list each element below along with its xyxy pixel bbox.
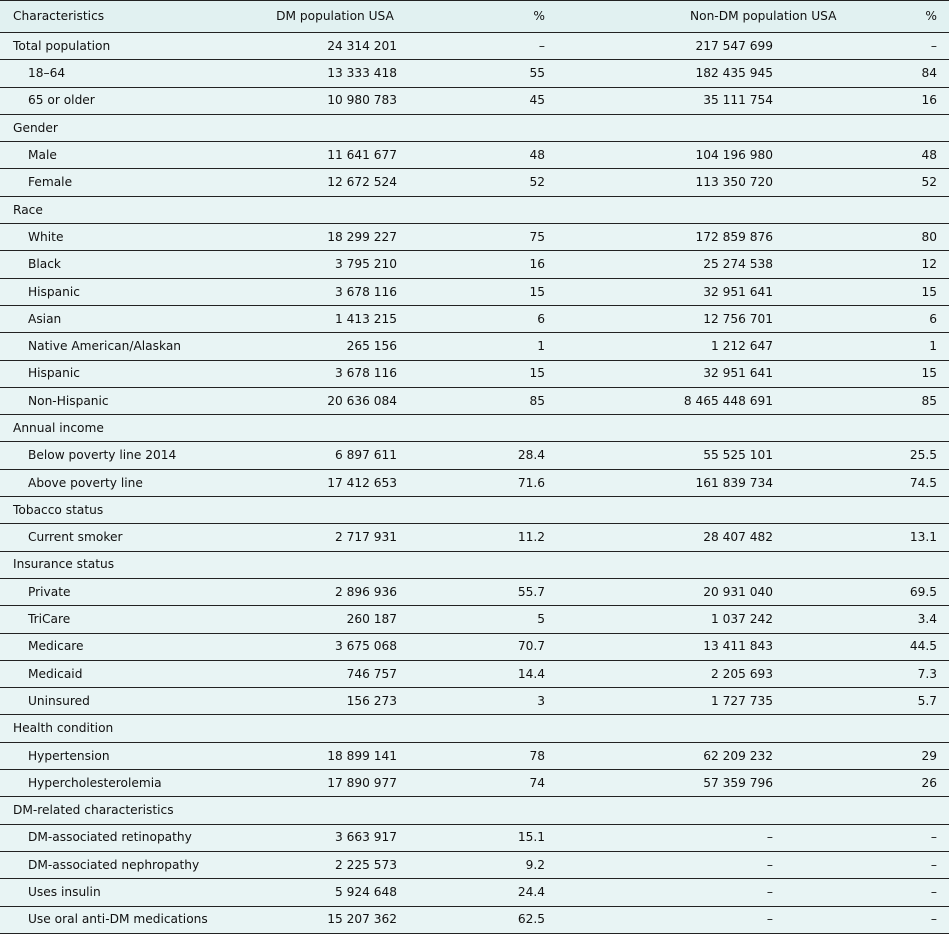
non-dm-percent-cell (780, 797, 949, 824)
row-label: Medicare (28, 639, 84, 654)
table-row (0, 906, 949, 933)
non-dm-percent-cell: 3.4 (917, 612, 937, 627)
row-label: Total population (13, 38, 111, 53)
non-dm-percent-cell: – (930, 885, 937, 900)
table-row (0, 169, 949, 196)
non-dm-population-cell: 217 547 699 (695, 38, 773, 53)
non-dm-population-cell: 8 465 448 691 (683, 393, 773, 408)
row-label: Uses insulin (28, 885, 101, 900)
row-label: Non-Hispanic (28, 393, 109, 408)
header-characteristics: Characteristics (13, 9, 105, 24)
table-row (0, 333, 949, 360)
dm-population-cell: 18 299 227 (327, 229, 397, 244)
dm-percent-cell: 55 (529, 66, 545, 81)
dm-percent-cell: 85 (529, 393, 545, 408)
table-row (0, 742, 949, 769)
row-label: Native American/Alaskan (28, 339, 182, 354)
table-row (0, 224, 949, 251)
non-dm-population-cell: – (766, 830, 773, 845)
non-dm-percent-cell: 80 (921, 229, 937, 244)
non-dm-percent-cell: 52 (921, 175, 937, 190)
non-dm-population-cell (550, 114, 780, 141)
table-row (0, 360, 949, 387)
table-row (0, 606, 949, 633)
header-dm-population: DM population USA (276, 9, 394, 24)
table-row (0, 60, 949, 87)
dm-population-cell: 3 663 917 (334, 830, 397, 845)
dm-population-cell: 3 678 116 (334, 366, 397, 381)
dm-percent-cell (410, 715, 550, 742)
dm-percent-cell (410, 797, 550, 824)
dm-percent-cell: 78 (529, 748, 545, 763)
dm-percent-cell: 74 (529, 775, 545, 790)
non-dm-population-cell: – (766, 885, 773, 900)
dm-percent-cell (410, 551, 550, 578)
non-dm-percent-cell (780, 114, 949, 141)
non-dm-population-cell: 1 037 242 (710, 612, 773, 627)
header-dm-percent: % (533, 9, 545, 24)
non-dm-percent-cell (780, 415, 949, 442)
table-row (0, 770, 949, 797)
row-label: White (28, 229, 64, 244)
dm-population-cell: 1 413 215 (334, 311, 397, 326)
dm-population-cell: 2 717 931 (334, 530, 397, 545)
table-row (0, 142, 949, 169)
dm-percent-cell: 5 (537, 612, 545, 627)
dm-population-cell: 17 412 653 (327, 475, 397, 490)
dm-population-cell: 2 896 936 (334, 584, 397, 599)
non-dm-percent-cell: 25.5 (909, 448, 937, 463)
non-dm-population-cell: 28 407 482 (703, 530, 773, 545)
dm-population-cell: 13 333 418 (327, 66, 397, 81)
row-label: Current smoker (28, 530, 123, 545)
non-dm-population-cell (550, 797, 780, 824)
non-dm-percent-cell: 13.1 (909, 530, 937, 545)
header-non-dm-percent: % (925, 9, 937, 24)
dm-percent-cell: 75 (529, 229, 545, 244)
non-dm-percent-cell: 84 (921, 66, 937, 81)
dm-population-cell: 5 924 648 (334, 885, 397, 900)
header-non-dm-population: Non-DM population USA (690, 9, 837, 24)
row-label: Uninsured (28, 693, 90, 708)
non-dm-percent-cell: 44.5 (909, 639, 937, 654)
row-label: DM-associated nephropathy (28, 857, 200, 872)
non-dm-percent-cell: 26 (921, 775, 937, 790)
section-row (0, 797, 949, 824)
table-row (0, 851, 949, 878)
row-label: Black (28, 257, 61, 272)
table-row (0, 824, 949, 851)
section-row (0, 715, 949, 742)
non-dm-percent-cell: 12 (921, 257, 937, 272)
non-dm-population-cell (550, 715, 780, 742)
non-dm-population-cell: 32 951 641 (703, 366, 773, 381)
dm-population-cell: 2 225 573 (334, 857, 397, 872)
dm-population-cell: 10 980 783 (327, 93, 397, 108)
non-dm-population-cell: 182 435 945 (695, 66, 773, 81)
dm-population-cell (240, 797, 410, 824)
row-label: Female (28, 175, 73, 190)
dm-population-cell: 746 757 (346, 666, 397, 681)
non-dm-population-cell: 1 727 735 (710, 693, 773, 708)
dm-population-cell: 260 187 (346, 612, 397, 627)
dm-percent-cell (410, 114, 550, 141)
dm-population-cell: 12 672 524 (327, 175, 397, 190)
non-dm-percent-cell (780, 551, 949, 578)
non-dm-percent-cell: 5.7 (917, 693, 937, 708)
dm-percent-cell (410, 415, 550, 442)
non-dm-population-cell: 172 859 876 (695, 229, 773, 244)
non-dm-population-cell (550, 497, 780, 524)
dm-population-cell: 156 273 (346, 693, 397, 708)
dm-percent-cell: 11.2 (517, 530, 545, 545)
table-row (0, 442, 949, 469)
non-dm-population-cell (550, 551, 780, 578)
dm-population-cell: 18 899 141 (327, 748, 397, 763)
table-row (0, 688, 949, 715)
dm-percent-cell: 45 (529, 93, 545, 108)
row-label: DM-associated retinopathy (28, 830, 192, 845)
row-label: Below poverty line 2014 (28, 448, 177, 463)
table-row (0, 469, 949, 496)
non-dm-population-cell: 32 951 641 (703, 284, 773, 299)
non-dm-percent-cell: – (930, 38, 937, 53)
non-dm-population-cell: 161 839 734 (695, 475, 773, 490)
dm-population-cell (240, 196, 410, 223)
non-dm-percent-cell: 74.5 (909, 475, 937, 490)
non-dm-percent-cell: 6 (929, 311, 937, 326)
section-row (0, 33, 949, 60)
non-dm-percent-cell: 48 (921, 148, 937, 163)
row-label: Annual income (13, 420, 104, 435)
row-label: Gender (13, 120, 58, 135)
section-row (0, 196, 949, 223)
dm-percent-cell: 48 (529, 148, 545, 163)
table-row (0, 87, 949, 114)
row-label: Hispanic (28, 284, 80, 299)
non-dm-percent-cell: 15 (921, 284, 937, 299)
row-label: Private (28, 584, 71, 599)
dm-percent-cell: 9.2 (525, 857, 545, 872)
non-dm-population-cell: 104 196 980 (695, 148, 773, 163)
table-row (0, 578, 949, 605)
row-label: 65 or older (28, 93, 95, 108)
row-label: Hypercholesterolemia (28, 775, 162, 790)
non-dm-percent-cell: 15 (921, 366, 937, 381)
dm-percent-cell: 6 (537, 311, 545, 326)
dm-percent-cell: – (538, 38, 545, 53)
row-label: Use oral anti-DM medications (28, 912, 208, 927)
non-dm-population-cell: 1 212 647 (710, 339, 773, 354)
section-row (0, 415, 949, 442)
dm-percent-cell: 55.7 (517, 584, 545, 599)
non-dm-population-cell: 113 350 720 (695, 175, 773, 190)
dm-population-cell: 24 314 201 (327, 38, 397, 53)
dm-percent-cell: 15 (529, 284, 545, 299)
non-dm-population-cell (550, 415, 780, 442)
table-row (0, 660, 949, 687)
table-row (0, 251, 949, 278)
dm-population-cell: 3 795 210 (334, 257, 397, 272)
dm-percent-cell: 70.7 (517, 639, 545, 654)
non-dm-population-cell: – (766, 912, 773, 927)
dm-percent-cell (410, 196, 550, 223)
row-label: TriCare (28, 612, 71, 627)
dm-percent-cell: 71.6 (517, 475, 545, 490)
non-dm-percent-cell: 1 (929, 339, 937, 354)
dm-percent-cell: 28.4 (517, 448, 545, 463)
dm-population-cell (240, 497, 410, 524)
non-dm-percent-cell: – (930, 912, 937, 927)
row-label: Race (13, 202, 43, 217)
non-dm-population-cell: 57 359 796 (703, 775, 773, 790)
dm-population-cell: 6 897 611 (334, 448, 397, 463)
table-body (0, 33, 949, 934)
row-label: Insurance status (13, 557, 115, 572)
non-dm-percent-cell: 7.3 (917, 666, 937, 681)
section-row (0, 551, 949, 578)
row-label: Asian (28, 311, 62, 326)
row-label: DM-related characteristics (13, 803, 174, 818)
header-row (0, 1, 949, 33)
row-label: 18–64 (28, 66, 66, 81)
dm-population-cell (240, 715, 410, 742)
non-dm-percent-cell: – (930, 857, 937, 872)
non-dm-population-cell: 2 205 693 (710, 666, 773, 681)
non-dm-population-cell: – (766, 857, 773, 872)
dm-population-cell: 20 636 084 (327, 393, 397, 408)
dm-percent-cell: 15.1 (517, 830, 545, 845)
dm-population-cell (240, 415, 410, 442)
row-label: Male (28, 148, 57, 163)
row-label: Medicaid (28, 666, 83, 681)
dm-population-cell: 11 641 677 (327, 148, 397, 163)
dm-percent-cell: 52 (529, 175, 545, 190)
dm-population-cell: 3 678 116 (334, 284, 397, 299)
table-row (0, 278, 949, 305)
row-label: Hypertension (28, 748, 110, 763)
dm-percent-cell: 3 (537, 693, 545, 708)
non-dm-population-cell: 35 111 754 (703, 93, 773, 108)
non-dm-percent-cell (780, 196, 949, 223)
non-dm-percent-cell: 16 (921, 93, 937, 108)
row-label: Above poverty line (28, 475, 143, 490)
dm-population-cell (240, 551, 410, 578)
non-dm-percent-cell: – (930, 830, 937, 845)
table-row (0, 524, 949, 551)
dm-percent-cell: 62.5 (517, 912, 545, 927)
non-dm-population-cell: 55 525 101 (703, 448, 773, 463)
row-label: Tobacco status (13, 502, 104, 517)
non-dm-percent-cell (780, 715, 949, 742)
table-row (0, 879, 949, 906)
dm-population-cell: 15 207 362 (327, 912, 397, 927)
non-dm-population-cell: 12 756 701 (703, 311, 773, 326)
dm-percent-cell: 14.4 (517, 666, 545, 681)
dm-population-cell: 265 156 (346, 339, 397, 354)
dm-percent-cell: 24.4 (517, 885, 545, 900)
dm-percent-cell: 15 (529, 366, 545, 381)
row-label: Health condition (13, 721, 114, 736)
non-dm-percent-cell: 69.5 (909, 584, 937, 599)
non-dm-population-cell: 20 931 040 (703, 584, 773, 599)
non-dm-population-cell: 62 209 232 (703, 748, 773, 763)
dm-percent-cell (410, 497, 550, 524)
row-label: Hispanic (28, 366, 80, 381)
non-dm-percent-cell (780, 497, 949, 524)
table-row (0, 387, 949, 414)
section-row (0, 497, 949, 524)
table-row (0, 305, 949, 332)
dm-percent-cell: 16 (529, 257, 545, 272)
dm-population-cell: 3 675 068 (334, 639, 397, 654)
dm-percent-cell: 1 (537, 339, 545, 354)
non-dm-population-cell: 13 411 843 (703, 639, 773, 654)
dm-population-cell: 17 890 977 (327, 775, 397, 790)
non-dm-percent-cell: 29 (921, 748, 937, 763)
non-dm-population-cell: 25 274 538 (703, 257, 773, 272)
dm-population-cell (240, 114, 410, 141)
section-row (0, 114, 949, 141)
non-dm-percent-cell: 85 (921, 393, 937, 408)
non-dm-population-cell (550, 196, 780, 223)
table-row (0, 633, 949, 660)
